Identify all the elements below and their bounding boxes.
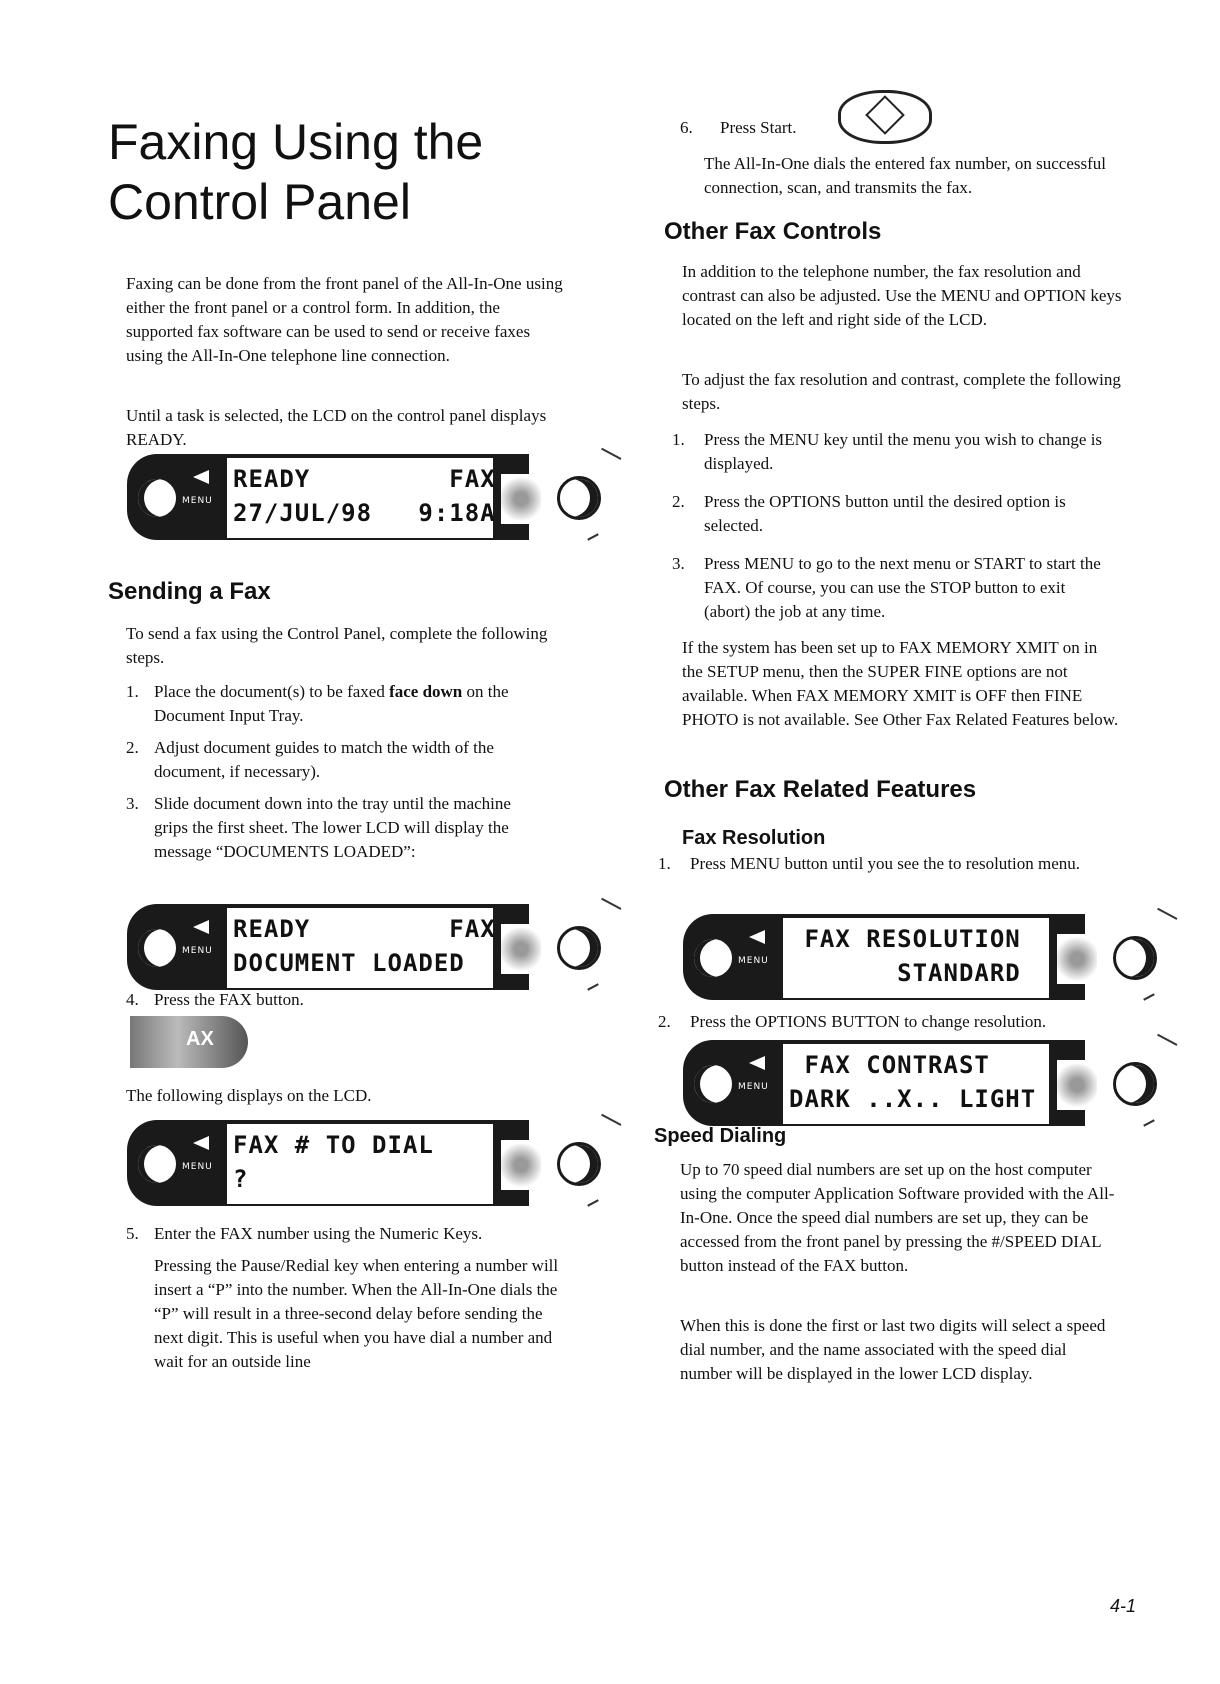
arrow-left-icon xyxy=(749,930,765,944)
step-text: Adjust document guides to match the width of the document, if necessary). xyxy=(154,738,494,781)
menu-label: MENU xyxy=(738,1082,769,1092)
list-item xyxy=(126,736,566,784)
intro-paragraph-2: Until a task is selected, the LCD on the control panel displays READY. xyxy=(126,406,547,449)
option-knob-icon xyxy=(1113,936,1157,980)
lcd-dial-panel xyxy=(127,1118,617,1208)
lcd-screen xyxy=(781,916,1051,1000)
list-item xyxy=(658,852,1118,876)
list-item xyxy=(126,988,566,1012)
edge-mark xyxy=(1143,993,1155,1000)
lcd-screen xyxy=(225,906,495,990)
lcd-line-2: 27/JUL/98 9:18A xyxy=(233,499,496,527)
lcd-line-1: READY FAX xyxy=(233,915,496,943)
step-text: Press MENU to go to the next menu or START to start the FAX. Of course, you can use the STOP button to exit (abort) the job at any time. xyxy=(704,554,1101,621)
menu-knob-icon xyxy=(135,926,179,970)
step6-description: The All-In-One dials the entered fax number, on successful connection, scan, and transmits the fax. xyxy=(704,154,1106,197)
other-controls-paragraph: In addition to the telephone number, the fax resolution and contrast can also be adjusted. Use the MENU and OPTION keys located on the left and right side of the LCD. xyxy=(682,262,1122,329)
lcd-shading xyxy=(501,924,541,974)
lcd-resolution-panel xyxy=(683,912,1173,1002)
step-number: 1. xyxy=(672,430,685,449)
resolution-heading: Fax Resolution xyxy=(682,827,826,849)
edge-mark xyxy=(1143,1119,1155,1126)
arrow-left-icon xyxy=(193,470,209,484)
step-number: 2. xyxy=(126,738,139,757)
lcd-line-1: READY FAX xyxy=(233,465,496,493)
list-item xyxy=(672,490,1122,538)
arrow-left-icon xyxy=(193,1136,209,1150)
other-controls-heading: Other Fax Controls xyxy=(664,218,882,245)
step-text: Slide document down into the tray until the machine grips the first sheet. The lower LCD will display the message “DOCUMENTS LOADED”: xyxy=(154,794,511,861)
step-text-post: on the Document Input Tray. xyxy=(154,682,509,725)
lcd-line-2: ? xyxy=(233,1165,249,1193)
pause-note: Pressing the Pause/Redial key when entering a number will insert a “P” into the number. When the All-In-One dials the “P” will result in a three-second delay before sending the next digit. This is useful when you have dial a number and wait for an outside line xyxy=(154,1256,559,1371)
edge-mark xyxy=(1151,908,1178,932)
option-knob-icon xyxy=(557,476,601,520)
sending-heading: Sending a Fax xyxy=(108,578,271,605)
step-text: Press the OPTIONS BUTTON to change resolution. xyxy=(690,1012,1047,1031)
lcd-ready-panel xyxy=(127,452,617,542)
page-title xyxy=(108,112,483,232)
title-line-1: Faxing Using the xyxy=(108,114,484,170)
menu-label: MENU xyxy=(182,496,213,506)
lcd-shading xyxy=(1057,934,1097,984)
lcd-contrast-panel xyxy=(683,1038,1173,1128)
diamond-icon xyxy=(865,95,905,135)
other-controls-paragraph-2: To adjust the fax resolution and contrast, complete the following steps. xyxy=(682,370,1121,413)
speed-dialing-heading: Speed Dialing xyxy=(654,1125,787,1147)
step-number: 1. xyxy=(126,682,139,701)
option-knob-icon xyxy=(1113,1062,1157,1106)
intro-paragraph: Faxing can be done from the front panel of the All-In-One using either the front panel or a control form. In addition, the supported fax software can be used to send or receive faxes using the All-In-One telephone line connection. xyxy=(126,274,563,365)
edge-mark xyxy=(595,448,622,472)
sending-intro: To send a fax using the Control Panel, complete the following steps. xyxy=(126,624,548,667)
arrow-left-icon xyxy=(193,920,209,934)
lcd-line-1: FAX CONTRAST xyxy=(789,1051,990,1079)
step-text-pre: Place the document(s) to be faxed xyxy=(154,682,390,701)
lcd-line-2: DOCUMENT LOADED xyxy=(233,949,465,977)
arrow-left-icon xyxy=(749,1056,765,1070)
list-item xyxy=(672,428,1122,476)
speed-dialing-paragraph: Up to 70 speed dial numbers are set up on the host computer using the computer Application Software provided with the All-In-One. Once the speed dial numbers are set up, they can be accessed from the front panel by pressing the #/SPEED DIAL button instead of the FAX button. xyxy=(680,1160,1115,1275)
fax-button-icon xyxy=(130,1016,248,1068)
step-number: 2. xyxy=(658,1012,671,1031)
menu-knob-icon xyxy=(691,936,735,980)
lcd-shading xyxy=(501,474,541,524)
list-item xyxy=(658,1010,1118,1034)
menu-label: MENU xyxy=(738,956,769,966)
edge-mark xyxy=(587,983,599,990)
step-number: 1. xyxy=(658,854,671,873)
menu-knob-icon xyxy=(135,1142,179,1186)
step-text: Press Start. xyxy=(720,118,797,137)
lcd-shading xyxy=(1057,1060,1097,1110)
lcd-line-2: STANDARD xyxy=(789,959,1021,987)
step-number: 3. xyxy=(126,794,139,813)
menu-knob-icon xyxy=(691,1062,735,1106)
menu-knob-icon xyxy=(135,476,179,520)
speed-dialing-paragraph-2: When this is done the first or last two digits will select a speed dial number, and the name associated with the speed dial number will be displayed in the lower LCD display. xyxy=(680,1316,1106,1383)
lcd-line-1: FAX RESOLUTION xyxy=(789,925,1021,953)
step-text-bold: face down xyxy=(389,682,463,701)
edge-mark xyxy=(1151,1034,1178,1058)
edge-mark xyxy=(595,1114,622,1138)
edge-mark xyxy=(587,533,599,540)
lcd-loaded-panel xyxy=(127,902,617,992)
start-button-icon xyxy=(838,90,932,144)
fax-button-label: AX xyxy=(186,1028,214,1050)
step-number: 3. xyxy=(672,554,685,573)
list-item xyxy=(126,680,566,728)
related-heading: Other Fax Related Features xyxy=(664,776,977,803)
title-line-2: Control Panel xyxy=(108,174,411,230)
list-item xyxy=(126,1222,566,1246)
lcd-screen xyxy=(225,1122,495,1206)
step-number: 5. xyxy=(126,1224,139,1243)
page-number: 4-1 xyxy=(1110,1596,1137,1616)
menu-label: MENU xyxy=(182,946,213,956)
option-knob-icon xyxy=(557,926,601,970)
list-item xyxy=(126,792,566,864)
memory-xmit-note: If the system has been set up to FAX MEMORY XMIT on in the SETUP menu, then the SUPER FINE options are not available. When FAX MEMORY XMIT is OFF then FINE PHOTO is not available. See Other Fax Related Features below. xyxy=(682,638,1119,729)
step-text: Press the OPTIONS button until the desired option is selected. xyxy=(704,492,1066,535)
step-number: 4. xyxy=(126,990,139,1009)
following-text: The following displays on the LCD. xyxy=(126,1086,372,1105)
step-number: 2. xyxy=(672,492,685,511)
lcd-screen xyxy=(225,456,495,540)
edge-mark xyxy=(595,898,622,922)
edge-mark xyxy=(587,1199,599,1206)
step-text: Press MENU button until you see the to resolution menu. xyxy=(690,854,1081,873)
list-item xyxy=(672,552,1122,624)
lcd-line-1: FAX # TO DIAL xyxy=(233,1131,434,1159)
step-text: Press the MENU key until the menu you wish to change is displayed. xyxy=(704,430,1103,473)
step-text xyxy=(154,680,566,728)
step-text: Enter the FAX number using the Numeric Keys. xyxy=(154,1224,483,1243)
option-knob-icon xyxy=(557,1142,601,1186)
lcd-screen xyxy=(781,1042,1051,1126)
step-text: Press the FAX button. xyxy=(154,990,304,1009)
lcd-shading xyxy=(501,1140,541,1190)
step-number: 6. xyxy=(680,118,693,137)
menu-label: MENU xyxy=(182,1162,213,1172)
lcd-line-2: DARK ..X.. LIGHT xyxy=(789,1085,1037,1113)
